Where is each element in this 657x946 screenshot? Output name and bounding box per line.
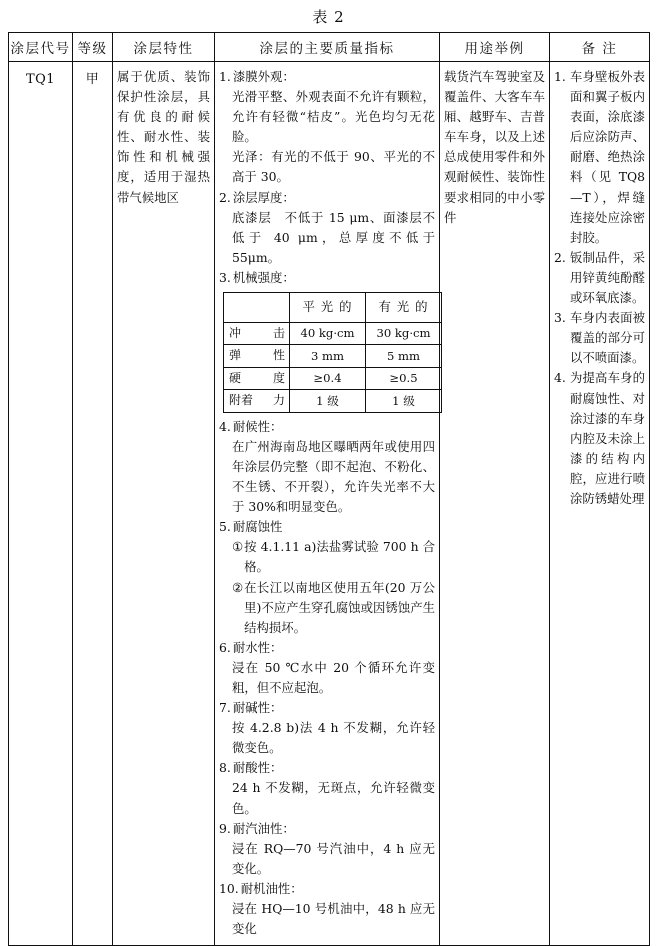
mechanical-value-gloss: ≥0.5 bbox=[366, 367, 442, 389]
mechanical-value-matte: ≥0.4 bbox=[290, 367, 366, 389]
indicator-6-line-1: 浸在 50 ℃水中 20 个循环允许变粗，但不应起泡。 bbox=[232, 659, 435, 695]
mechanical-row-adhesion bbox=[224, 390, 442, 412]
quality-indicators-list bbox=[215, 62, 439, 945]
table-header bbox=[9, 33, 650, 62]
mechanical-row-elasticity bbox=[224, 345, 442, 367]
indicator-marker: 5. bbox=[219, 519, 231, 535]
row-label-part-2: 度 bbox=[272, 370, 285, 385]
indicator-marker: 7. bbox=[219, 700, 231, 716]
mechanical-strength-table bbox=[223, 292, 442, 413]
mechanical-row-label bbox=[224, 367, 290, 389]
indicator-title: 耐腐蚀性 bbox=[232, 519, 283, 535]
indicator-2-line-1: 底漆层 不低于 15 μm、面漆层不低于 40 μm，总厚度不低于 55μm。 bbox=[232, 209, 435, 265]
indicator-item-4 bbox=[219, 417, 435, 437]
subline-text: 在长江以南地区使用五年(20 万公里)不应产生穿孔腐蚀或因锈蚀产生结构损坏。 bbox=[244, 579, 435, 635]
header-coating-code: 涂层代号 bbox=[9, 33, 73, 62]
row-label-part-1: 弹 bbox=[229, 348, 242, 363]
mechanical-value-matte: 3 mm bbox=[290, 345, 366, 367]
cell-characteristics bbox=[113, 62, 215, 946]
mechanical-row-hardness bbox=[224, 367, 442, 389]
row-label-part-1: 附着 bbox=[229, 393, 254, 408]
indicator-5-subline-1 bbox=[219, 537, 435, 577]
indicator-10-line-1: 浸在 HQ—10 号机油中，48 h 应无变化 bbox=[232, 901, 435, 937]
indicator-7-line-1: 按 4.2.8 b)法 4 h 不发糊，允许轻微变色。 bbox=[232, 720, 435, 756]
indicator-title: 耐水性： bbox=[232, 639, 283, 655]
remark-item-4 bbox=[554, 368, 645, 509]
row-label-part-2: 性 bbox=[272, 348, 285, 363]
indicator-title: 机械强度： bbox=[232, 269, 295, 285]
coating-code-value: TQ1 bbox=[25, 72, 56, 87]
remark-item-3 bbox=[554, 308, 645, 368]
row-label-part-1: 硬 bbox=[229, 370, 242, 385]
usage-text: 载货汽车驾驶室及覆盖件、大客车车厢、越野车、吉普车车身，以及上述总成使用零件和外观耐候性、装饰性要求相同的中小零件 bbox=[444, 69, 545, 225]
indicator-item-3 bbox=[219, 268, 435, 288]
indicator-8-line-1: 24 h 不发糊，无斑点，允许轻微变色。 bbox=[232, 780, 435, 816]
remark-text: 钣制品件，采用锌黄纯酚醛或环氧底漆。 bbox=[570, 249, 645, 306]
indicator-1-line-2: 光泽：有光的不低于 90、平光的不高于 30。 bbox=[232, 149, 435, 185]
indicator-marker: 6. bbox=[219, 639, 231, 655]
indicator-item-2 bbox=[219, 188, 435, 208]
mechanical-value-matte: 40 kg·cm bbox=[290, 323, 366, 345]
cell-coating-code bbox=[9, 62, 73, 946]
remark-text: 为提高车身的耐腐蚀性、对涂过漆的车身内腔及未涂上漆的结构内腔，应进行喷涂防锈蜡处理 bbox=[570, 370, 645, 506]
mechanical-row-impact bbox=[224, 323, 442, 345]
row-label-part-1: 冲 bbox=[229, 326, 242, 341]
remark-item-1 bbox=[554, 67, 645, 248]
indicator-item-5 bbox=[219, 517, 435, 537]
indicator-marker: 10. bbox=[219, 880, 239, 896]
characteristics-text: 属于优质、装饰保护性涂层，具有优良的耐候性、耐水性、装饰性和机械强度，适用于湿热带气候地区 bbox=[117, 69, 210, 205]
row-label-part-2: 力 bbox=[272, 393, 285, 408]
indicator-item-6 bbox=[219, 638, 435, 658]
coating-specification-table bbox=[8, 32, 650, 946]
indicator-title: 耐碱性： bbox=[232, 700, 283, 716]
header-remarks: 备 注 bbox=[550, 33, 650, 62]
remark-item-2 bbox=[554, 248, 645, 308]
indicator-title: 耐机油性： bbox=[240, 880, 303, 896]
indicator-item-8 bbox=[219, 758, 435, 778]
header-coating-characteristics: 涂层特性 bbox=[113, 33, 215, 62]
indicator-title: 耐候性： bbox=[232, 418, 283, 434]
subline-marker: ② bbox=[232, 579, 244, 595]
mechanical-value-matte: 1 级 bbox=[290, 390, 366, 412]
indicator-item-9 bbox=[219, 819, 435, 839]
indicator-title: 耐酸性： bbox=[232, 760, 283, 776]
cell-usage-examples bbox=[440, 62, 550, 946]
remark-marker: 2. bbox=[554, 249, 566, 265]
indicator-title: 涂层厚度： bbox=[232, 189, 295, 205]
mechanical-header-row bbox=[224, 293, 442, 323]
indicator-item-1 bbox=[219, 67, 435, 87]
cell-grade bbox=[73, 62, 113, 946]
mechanical-value-gloss: 5 mm bbox=[366, 345, 442, 367]
indicator-1-line-1: 光滑平整、外观表面不允许有颗粒，允许有轻微“桔皮”。光色均匀无花脸。 bbox=[232, 89, 435, 145]
remark-marker: 4. bbox=[554, 370, 566, 386]
indicator-marker: 2. bbox=[219, 189, 231, 205]
table-body bbox=[9, 62, 650, 946]
table-caption: 表 2 bbox=[312, 8, 345, 26]
header-usage-examples: 用途举例 bbox=[440, 33, 550, 62]
subline-marker: ① bbox=[232, 539, 244, 555]
indicator-title: 漆膜外观： bbox=[232, 69, 295, 84]
remark-marker: 1. bbox=[554, 69, 566, 84]
remark-text: 车身内表面被覆盖的部分可以不喷面漆。 bbox=[570, 310, 645, 366]
indicator-9-line-1: 浸在 RQ—70 号汽油中，4 h 应无变化。 bbox=[232, 840, 435, 876]
indicator-marker: 4. bbox=[219, 418, 231, 434]
subline-text: 按 4.1.11 a)法盐雾试验 700 h 合格。 bbox=[244, 539, 435, 575]
mechanical-corner-cell bbox=[224, 293, 290, 323]
indicator-item-10 bbox=[219, 879, 435, 899]
remarks-list bbox=[550, 62, 649, 515]
remark-marker: 3. bbox=[554, 310, 566, 326]
indicator-4-line-1: 在广州海南岛地区曝晒两年或使用四年涂层仍完整（即不起泡、不粉化、不生锈、不开裂），允许失光率不大于 30%和明显变色。 bbox=[232, 438, 435, 515]
indicator-marker: 8. bbox=[219, 760, 231, 776]
indicator-marker: 3. bbox=[219, 269, 231, 285]
mechanical-row-label bbox=[224, 345, 290, 367]
header-grade: 等级 bbox=[73, 33, 113, 62]
cell-quality-indicators bbox=[215, 62, 440, 946]
cell-remarks bbox=[550, 62, 650, 946]
header-main-quality-indicators: 涂层的主要质量指标 bbox=[215, 33, 440, 62]
mechanical-row-label bbox=[224, 390, 290, 412]
header-row bbox=[9, 33, 650, 62]
indicator-title: 耐汽油性： bbox=[232, 820, 295, 836]
row-label-part-2: 击 bbox=[272, 326, 285, 341]
mechanical-value-gloss: 30 kg·cm bbox=[366, 323, 442, 345]
mechanical-row-label bbox=[224, 323, 290, 345]
mechanical-col-gloss: 有 光 的 bbox=[366, 293, 442, 323]
table-row bbox=[9, 62, 650, 946]
mechanical-col-matte: 平 光 的 bbox=[290, 293, 366, 323]
indicator-item-7 bbox=[219, 698, 435, 718]
indicator-5-subline-2 bbox=[219, 578, 435, 638]
indicator-marker: 9. bbox=[219, 820, 231, 836]
indicator-marker: 1. bbox=[219, 69, 231, 84]
remark-text: 车身壁板外表面和翼子板内表面，涂底漆后应涂防声、耐磨、绝热涂料（见 TQ8—T），焊缝连接处应涂密封胶。 bbox=[570, 69, 645, 245]
grade-value: 甲 bbox=[85, 72, 100, 87]
mechanical-value-gloss: 1 级 bbox=[366, 390, 442, 412]
